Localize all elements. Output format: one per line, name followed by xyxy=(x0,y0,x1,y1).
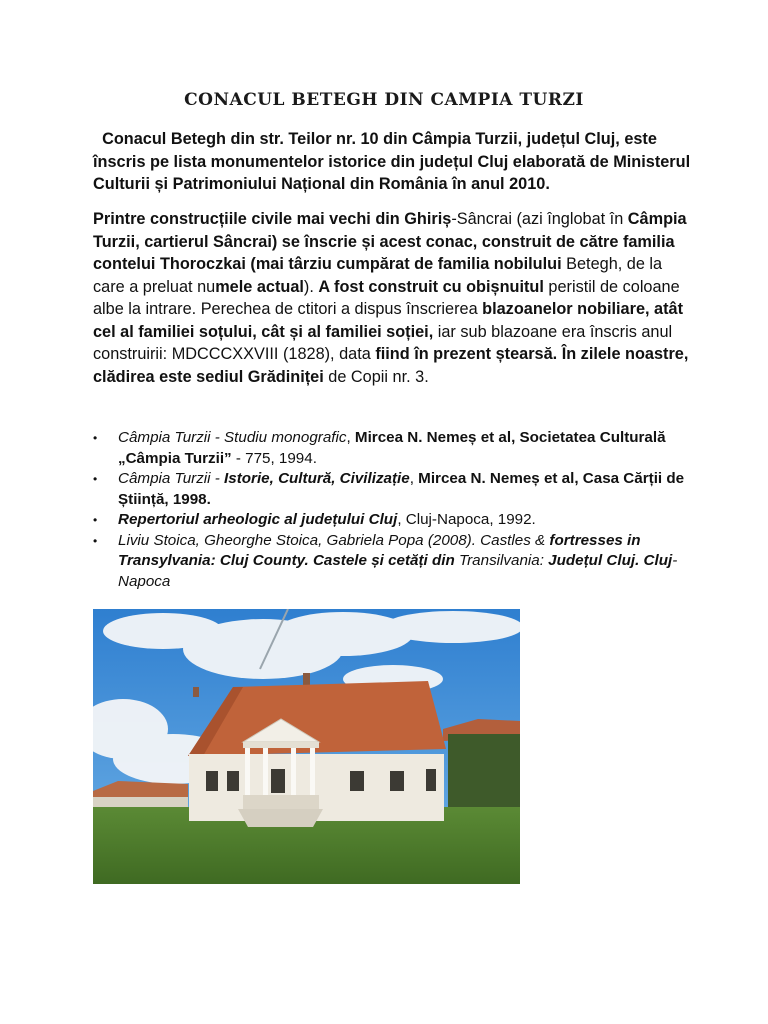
reference-text: Liviu Stoica, Gheorghe Stoica, Gabriela Popa (2008). Castles & xyxy=(118,531,550,549)
reference-text: , xyxy=(346,429,355,446)
history-text-12: de Copii nr. 3. xyxy=(323,367,429,386)
history-paragraph xyxy=(93,208,693,388)
reference-item xyxy=(93,469,693,510)
history-text-10: iar sub blazoane era înscris anul construirii: MDCCCXXVIII (1828), data xyxy=(93,322,673,363)
bullet-icon: • xyxy=(93,431,98,445)
reference-text: Mircea N. Nemeș et al, Casa Cărții de Știință, 1998. xyxy=(118,470,685,508)
reference-text: , xyxy=(409,470,419,487)
manor-photo xyxy=(93,609,520,884)
history-text-8: peristil de coloane albe la intrare. Perechea de ctitori a dispus înscrierea xyxy=(93,277,680,318)
history-text-9: blazoanelor nobiliare, atât cel al familiei soțului, cât și al familiei soției, xyxy=(93,300,684,341)
bullet-icon: • xyxy=(93,533,98,548)
reference-text: Repertoriul arheologic al județului Cluj xyxy=(118,511,398,528)
history-text-1: Printre construcțiile civile mai vechi din Ghiriș xyxy=(93,210,452,228)
history-text-11: fiind în prezent ștearsă. În zilele noastre, clădirea este sediul Grădiniței xyxy=(93,345,689,386)
history-text-4: Betegh, de la care a preluat nu xyxy=(93,255,663,296)
intro-text: Conacul Betegh din str. Teilor nr. 10 din Câmpia Turzii, județul Cluj, este înscris pe lista monumentelor istorice din județul Cluj elaborată de Ministerul Culturii și Patrimoniului Național din România în anul 2010. xyxy=(93,130,691,193)
intro-indent xyxy=(93,130,102,148)
reference-item xyxy=(93,531,693,593)
history-text-3: Câmpia Turzii, cartierul Sâncrai) se înscrie și acest conac, construit de către familia contelui Thoroczkai (mai târziu cumpărat de familia nobilului xyxy=(93,210,687,273)
manor-house-image xyxy=(93,609,520,884)
reference-item xyxy=(93,510,693,531)
bullet-icon: • xyxy=(93,472,98,486)
history-text-5: mele actual xyxy=(215,277,304,296)
reference-text: Mircea N. Nemeș et al, Societatea Culturală „Câmpia Turzii” xyxy=(118,429,666,467)
reference-item xyxy=(93,428,693,469)
reference-text: Câmpia Turzii - xyxy=(118,470,225,487)
reference-text: Câmpia Turzii - Studiu monografic xyxy=(118,429,347,446)
reference-text: -Napoca xyxy=(118,552,678,590)
reference-text: Transilvania: xyxy=(454,552,549,569)
trees-right xyxy=(448,734,520,814)
references-list xyxy=(93,428,693,592)
intro-paragraph xyxy=(93,128,693,196)
reference-text: , Cluj-Napoca, 1992. xyxy=(397,511,536,528)
page-title: CONACUL BETEGH DIN CAMPIA TURZI xyxy=(184,90,584,110)
reference-text: fortresses in Transylvania: Cluj County. Castele și cetăți din xyxy=(118,531,641,569)
bullet-icon: • xyxy=(93,513,98,527)
reference-text: - 775, 1994. xyxy=(231,449,317,467)
history-text-7: A fost construit cu obișnuitul xyxy=(318,277,544,296)
history-text-2: -Sâncrai (azi înglobat în xyxy=(451,210,628,228)
reference-text: Județul Cluj. Cluj xyxy=(548,552,673,569)
history-text-6: ). xyxy=(303,277,319,296)
reference-text: Istorie, Cultură, Civilizație xyxy=(224,470,410,487)
